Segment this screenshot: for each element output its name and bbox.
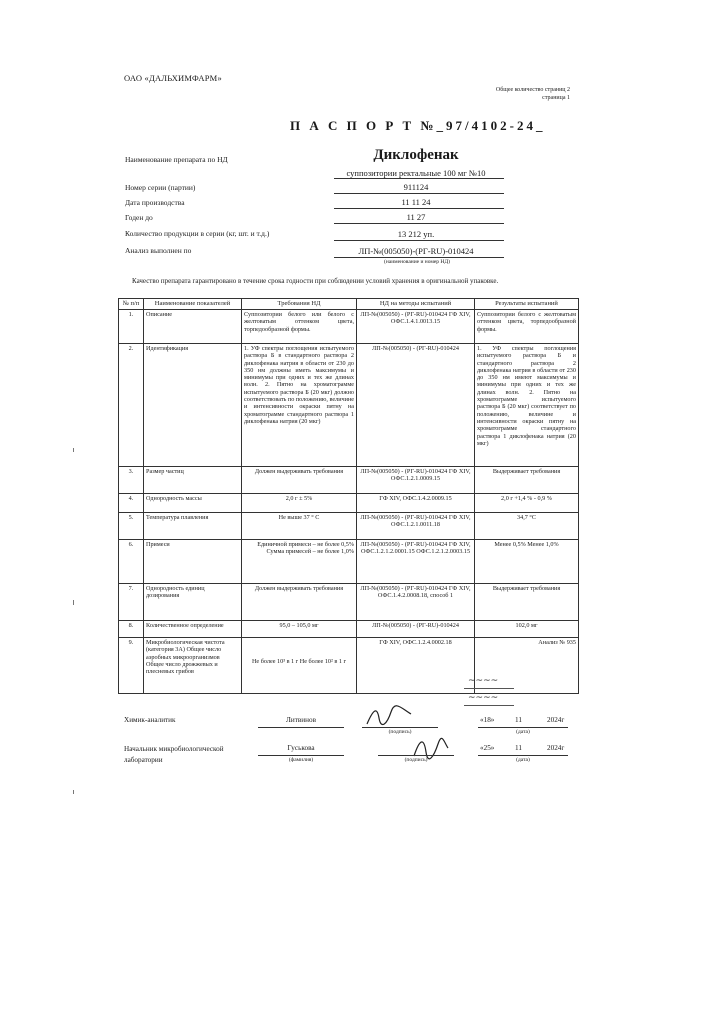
row-requirement: Не более 10³ в 1 г Не более 10² в 1 г — [242, 638, 357, 694]
row-number: 3. — [119, 467, 144, 494]
row-requirement: Должен выдерживать требования — [242, 584, 357, 621]
row-indicator: Размер частиц — [144, 467, 242, 494]
page-number: страница 1 — [542, 95, 570, 101]
table-header-row — [119, 299, 579, 310]
expiry-label: Годен до — [125, 213, 153, 222]
analysis-value: ЛП-№(005050)-(РГ-RU)-010424 — [358, 246, 474, 256]
quantity-label: Количество продукции в серии (кг, шт. и т.д.) — [125, 229, 270, 238]
chemist-date-line — [478, 727, 568, 728]
col-header-indicator: Наименование показателей — [144, 299, 242, 310]
row-result: Выдерживает требования — [475, 584, 579, 621]
row-indicator: Идентификация — [144, 344, 242, 467]
analysis-caption: (наименование и номер НД) — [384, 259, 450, 265]
row-result: 1. УФ спектры поглощения испытуемого раствора Б и стандартного раствора 2 диклофенака натрия в области от 230 до 350 нм имеют максимумы и минимумы при одних и тех же длинах волн. 2. Пятно на хроматограмме испытуемого раствора Б (20 мкг) соответствует по положению, величине и интенсивности окраски пятну на хроматограмме стандартного раствора 1 диклофенака натрия (20 мкг) — [475, 344, 579, 467]
row-method: ЛП-№(005050) - (РГ-RU)-010424 — [357, 344, 475, 467]
passport-title: П А С П О Р Т №_97/4102-24_ — [290, 118, 546, 133]
head-date-day: «25» — [480, 744, 495, 752]
scan-speck — [73, 448, 74, 452]
quantity-value: 13 212 уп. — [397, 229, 435, 239]
test-results-table — [118, 298, 579, 694]
row-number: 2. — [119, 344, 144, 467]
table-row — [119, 540, 579, 584]
drug-form: суппозитории ректальные 100 мг №10 — [346, 168, 486, 178]
row-result: Суппозитории белого с желтоватым оттенком цвета, торпедообразной формы. — [475, 310, 579, 344]
batch-underline — [334, 193, 504, 194]
chemist-date-year: 2024г — [547, 716, 565, 724]
production-date-value: 11 11 24 — [401, 197, 431, 207]
col-header-requirements: Требования НД — [242, 299, 357, 310]
row-indicator: Описание — [144, 310, 242, 344]
quality-guarantee-text: Качество препарата гарантировано в течение срока годности при соблюдении условий хранения в оригинальной упаковке. — [132, 277, 499, 285]
row-requirement: 1. УФ спектры поглощения испытуемого раствора Б в стандартного раствора 2 диклофенака натрия в области от 230 до 350 нм должны иметь максимумы и минимумы при одних и тех же длинах волн. 2. Пятно на хроматограмме испытуемого раствора Б (20 мкг) должно соответствовать по положению, величине и интенсивности окраски пятну на хроматограмме стандартного раствора 1 диклофенака натрия (20 мкг) — [242, 344, 357, 467]
chemist-role: Химик-аналитик — [124, 716, 176, 724]
head-date-year: 2024г — [547, 744, 565, 752]
page-count-block — [474, 86, 570, 102]
chemist-date-day: «18» — [480, 716, 495, 724]
table-row — [119, 621, 579, 638]
col-header-methods: НД на методы испытаний — [357, 299, 475, 310]
row-requirement: Не выше 37 ° С — [242, 513, 357, 540]
head-date-caption: (дата) — [516, 757, 530, 763]
row-number: 7. — [119, 584, 144, 621]
analysis-label: Анализ выполнен по — [125, 246, 192, 255]
row-number: 5. — [119, 513, 144, 540]
chemist-date-caption: (дата) — [516, 729, 530, 735]
row-method: ЛП-№(005050) - (РГ-RU)-010424 ГФ XIV, ОФС.1.4.2.0008.18, способ 1 — [357, 584, 475, 621]
row-indicator: Однородность единиц дозирования — [144, 584, 242, 621]
head-name-line — [258, 755, 344, 756]
head-signature-caption: (подпись) — [404, 757, 428, 763]
row-method: ГФ XIV, ОФС.1.4.2.0009.15 — [357, 494, 475, 513]
expiry-value: 11 27 — [406, 212, 426, 222]
row-number: 1. — [119, 310, 144, 344]
pages-total: Общее количество страниц 2 — [495, 87, 570, 93]
head-name-caption: (фамилия) — [288, 757, 314, 763]
scan-speck — [73, 790, 74, 794]
handwritten-result-mark-1: ~~~~ — [468, 676, 499, 686]
quantity-underline — [334, 240, 504, 241]
head-signature-line — [378, 755, 454, 756]
expiry-underline — [334, 223, 504, 224]
row-requirement: 2,0 г ± 5% — [242, 494, 357, 513]
drug-form-underline — [334, 178, 504, 179]
row-method: ГФ XIV, ОФС.1.2.4.0002.18 — [357, 638, 475, 694]
row-indicator: Температура плавления — [144, 513, 242, 540]
row-indicator: Однородность массы — [144, 494, 242, 513]
table-row — [119, 467, 579, 494]
table-row — [119, 494, 579, 513]
row-number: 9. — [119, 638, 144, 694]
head-role: Начальник микробиологической лаборатории — [124, 745, 224, 764]
chemist-date-month: 11 — [515, 716, 522, 724]
scan-speck — [73, 600, 74, 605]
table-row — [119, 584, 579, 621]
row-result: Выдерживает требования — [475, 467, 579, 494]
table-row — [119, 344, 579, 467]
row-method: ЛП-№(005050) - (РГ-RU)-010424 ГФ XIV, ОФС.1.2.1.0009.15 — [357, 467, 475, 494]
chemist-name-line — [258, 727, 344, 728]
row-requirement: Единичной примеси – не более 0,5% Сумма примесей – не более 1,0% — [242, 540, 357, 584]
batch-label: Номер серии (партии) — [125, 183, 196, 192]
head-date-line — [478, 755, 568, 756]
row-number: 6. — [119, 540, 144, 584]
table-row — [119, 310, 579, 344]
production-date-label: Дата производства — [125, 198, 185, 207]
row-result: Менее 0,5% Менее 1,0% — [475, 540, 579, 584]
chemist-name: Литвинов — [286, 716, 316, 724]
row-result: Анализ № 935 — [475, 638, 579, 694]
batch-value: 911124 — [403, 182, 429, 192]
chemist-signature-caption: (подпись) — [388, 729, 412, 735]
handwritten-result-underline-1 — [464, 688, 514, 689]
row-number: 8. — [119, 621, 144, 638]
row-result: 34,7 °С — [475, 513, 579, 540]
row-method: ЛП-№(005050) - (РГ-RU)-010424 — [357, 621, 475, 638]
row-method: ЛП-№(005050) - (РГ-RU)-010424 ГФ XIV, ОФС.1.2.1.0011.18 — [357, 513, 475, 540]
chemist-signature-line — [362, 727, 438, 728]
production-date-underline — [334, 208, 504, 209]
head-date-month: 11 — [515, 744, 522, 752]
col-header-number: № п/п — [119, 299, 144, 310]
head-name: Гуськова — [287, 744, 315, 752]
table-row — [119, 638, 579, 694]
row-indicator: Примеси — [144, 540, 242, 584]
row-requirement: Суппозитории белого или белого с желтоватым оттенком цвета, торпедообразной формы. — [242, 310, 357, 344]
row-method: ЛП-№(005050) - (РГ-RU)-010424 ГФ XIV, ОФС.1.4.1.0013.15 — [357, 310, 475, 344]
analysis-underline — [334, 257, 504, 258]
row-number: 4. — [119, 494, 144, 513]
organization-name: ОАО «ДАЛЬХИМФАРМ» — [124, 73, 222, 83]
drug-name: Диклофенак — [373, 147, 459, 163]
drug-name-label: Наименование препарата по НД — [125, 155, 228, 164]
row-requirement: 95,0 – 105,0 мг — [242, 621, 357, 638]
handwritten-result-underline-2 — [464, 705, 514, 706]
chemist-signature — [365, 704, 415, 728]
row-indicator: Микробиологическая чистота (категория 3А) Общее число аэробных микроорганизмов Общее число дрожжевых и плесневых грибов — [144, 638, 242, 694]
row-result: 2,0 г +1,4 % - 0,9 % — [475, 494, 579, 513]
col-header-results: Результаты испытаний — [475, 299, 579, 310]
handwritten-result-mark-2: ~~~~ — [468, 693, 499, 703]
row-requirement: Должен выдерживать требования — [242, 467, 357, 494]
row-method: ЛП-№(005050) - (РГ-RU)-010424 ГФ XIV, ОФС.1.2.1.2.0001.15 ОФС.1.2.1.2.0003.15 — [357, 540, 475, 584]
row-result: 102,0 мг — [475, 621, 579, 638]
table-row — [119, 513, 579, 540]
row-indicator: Количественное определение — [144, 621, 242, 638]
